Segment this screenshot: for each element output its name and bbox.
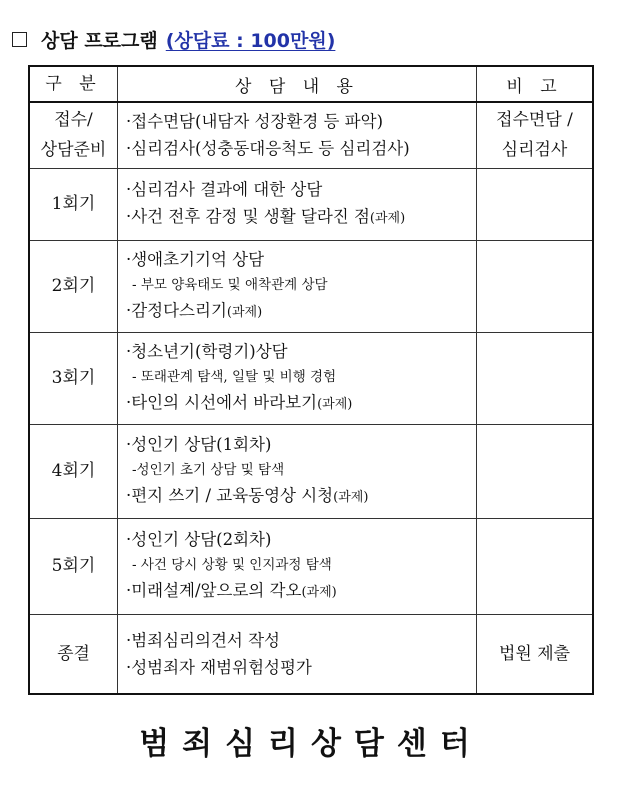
content-text: - 또래관계 탐색, 일탈 및 비행 경험 — [132, 369, 337, 385]
content-item — [126, 338, 476, 365]
content-text: ·생애초기기억 상담 — [126, 250, 265, 269]
row-content — [118, 614, 477, 694]
content-text: ·미래설계/앞으로의 각오 — [126, 581, 302, 600]
content-item — [126, 627, 476, 654]
category-line: 4회기 — [51, 461, 96, 481]
row-remark — [477, 332, 594, 424]
row-remark — [477, 168, 594, 240]
assignment-note: (과제) — [226, 305, 263, 320]
content-item — [126, 297, 476, 326]
category-line: 1회기 — [51, 194, 96, 214]
row-remark — [477, 424, 594, 518]
row-remark — [477, 240, 594, 332]
category-line: 상담준비 — [40, 140, 107, 161]
row-content — [118, 518, 477, 614]
category-line: 5회기 — [51, 556, 96, 576]
section-header — [12, 24, 335, 54]
content-subitem — [126, 365, 476, 389]
center-name: 범죄심리상담센터 — [139, 726, 483, 762]
column-header-category: 구 분 — [29, 66, 118, 102]
table-row — [29, 168, 593, 240]
content-subitem — [126, 553, 476, 577]
category-line: 접수/ — [54, 110, 93, 131]
row-category — [29, 424, 118, 518]
table-row — [29, 614, 593, 694]
content-text: ·범죄심리의견서 작성 — [126, 630, 280, 650]
row-category — [29, 168, 118, 240]
row-content — [118, 424, 477, 518]
assignment-note: (과제) — [301, 585, 337, 600]
table-row — [29, 518, 593, 614]
content-text: ·심리검사(성충동대응척도 등 심리검사) — [126, 139, 410, 159]
content-item — [126, 176, 476, 203]
checkbox-icon — [12, 32, 27, 47]
assignment-note: (과제) — [369, 211, 406, 226]
content-item — [126, 135, 476, 162]
content-item — [126, 203, 476, 232]
content-text: ·편지 쓰기 / 교육동영상 시청 — [126, 486, 334, 505]
content-item — [126, 108, 476, 135]
remark-line: 심리검사 — [501, 140, 568, 161]
row-content — [118, 102, 477, 168]
content-text: - 부모 양육태도 및 애착관계 상담 — [132, 277, 328, 293]
category-line: 2회기 — [51, 276, 96, 296]
row-category — [29, 240, 118, 332]
fee-label: (상담료 : 100만원) — [165, 29, 336, 52]
column-header-remark: 비 고 — [477, 66, 594, 102]
remark-line: 접수면담 / — [496, 110, 573, 131]
content-item — [126, 577, 476, 606]
content-subitem — [126, 458, 476, 482]
content-text: -성인기 초기 상담 및 탐색 — [132, 462, 285, 478]
content-item — [126, 482, 476, 511]
table-row — [29, 240, 593, 332]
content-text: - 사건 당시 상황 및 인지과정 탐색 — [132, 557, 332, 573]
program-table — [28, 65, 594, 695]
row-remark — [477, 614, 594, 694]
table-row — [29, 424, 593, 518]
content-subitem — [126, 273, 476, 297]
content-item — [126, 526, 476, 553]
content-text: ·사건 전후 감정 및 생활 달라진 점 — [126, 207, 370, 226]
content-text: ·성범죄자 재범위험성평가 — [126, 657, 312, 677]
content-text: ·성인기 상담(1회차) — [126, 435, 272, 454]
content-text: ·타인의 시선에서 바라보기 — [126, 393, 318, 412]
content-item — [126, 389, 476, 418]
row-remark — [477, 102, 594, 168]
row-category — [29, 102, 118, 168]
content-item — [126, 654, 476, 681]
remark-line: 법원 제출 — [498, 643, 571, 664]
category-line: 종결 — [57, 643, 90, 664]
section-title: 상담 프로그램 — [41, 29, 158, 52]
row-content — [118, 168, 477, 240]
row-content — [118, 332, 477, 424]
column-header-content: 상 담 내 용 — [118, 66, 477, 102]
assignment-note: (과제) — [317, 397, 353, 412]
content-text: ·성인기 상담(2회차) — [126, 530, 272, 549]
row-category — [29, 332, 118, 424]
content-text: ·청소년기(학령기)상담 — [126, 342, 288, 361]
row-category — [29, 614, 118, 694]
row-content — [118, 240, 477, 332]
content-item — [126, 246, 476, 273]
table-header-row — [29, 66, 593, 102]
content-text: ·접수면담(내담자 성장환경 등 파악) — [126, 112, 383, 132]
row-remark — [477, 518, 594, 614]
category-line: 3회기 — [51, 368, 96, 388]
table-row — [29, 102, 593, 168]
row-category — [29, 518, 118, 614]
table-row — [29, 332, 593, 424]
content-item — [126, 431, 476, 458]
content-text: ·심리검사 결과에 대한 상담 — [126, 180, 323, 199]
assignment-note: (과제) — [333, 490, 369, 505]
content-text: ·감정다스리기 — [126, 301, 227, 320]
